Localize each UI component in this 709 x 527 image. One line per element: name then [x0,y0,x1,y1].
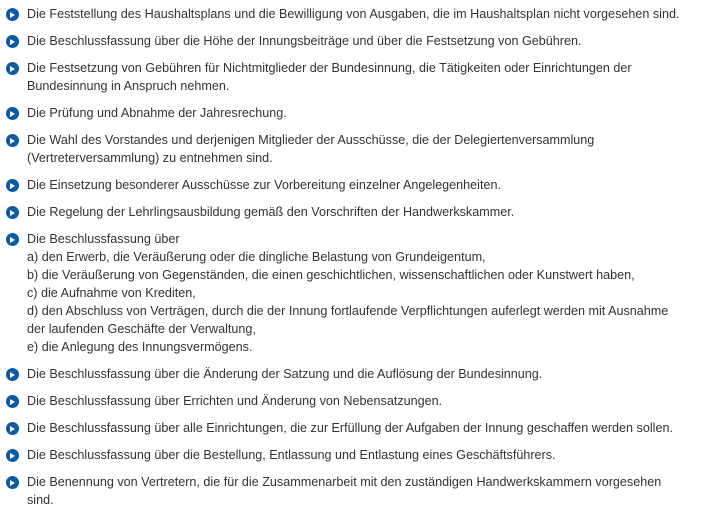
list-item [0,32,697,50]
list-item-text-line: Die Feststellung des Haushaltsplans und die Bewilligung von Ausgaben, die im Haushaltsplan nicht vorgesehen sind. [27,7,680,21]
list-item-text-line: (Vertreterversammlung) zu entnehmen sind. [27,151,273,165]
chevron-right-circle-icon [6,449,19,462]
list-item-text-line: Die Benennung von Vertretern, die für die Zusammenarbeit mit den zuständigen Handwerkskammern vorgesehen [27,475,662,489]
list-item [0,392,697,410]
list-item-text-line: d) den Abschluss von Verträgen, durch die der Innung fortlaufende Verpflichtungen auferlegt werden mit Ausnahme [27,304,669,318]
list-item-text-line: Die Regelung der Lehrlingsausbildung gemäß den Vorschriften der Handwerkskammer. [27,205,515,219]
list-item-text-line: Die Beschlussfassung über [27,232,180,246]
chevron-right-circle-icon [6,233,19,246]
list-item [0,176,697,194]
list-item-text-line: b) die Veräußerung von Gegenständen, die einen geschichtlichen, wissenschaftlichen oder Kunstwert haben, [27,268,635,282]
chevron-right-circle-icon [6,62,19,75]
list-item-text-line: sind. [27,493,54,507]
list-item [0,446,697,464]
chevron-right-circle-icon [6,395,19,408]
list-item-text-line: Die Festsetzung von Gebühren für Nichtmitglieder der Bundesinnung, die Tätigkeiten oder Einrichtungen der [27,61,632,75]
chevron-right-circle-icon [6,206,19,219]
list-item-text-line: c) die Aufnahme von Krediten, [27,286,196,300]
list-item-text-line: der laufenden Geschäfte der Verwaltung, [27,322,256,336]
list-item [0,131,697,167]
chevron-right-circle-icon [6,179,19,192]
chevron-right-circle-icon [6,35,19,48]
list-item-text-line: Die Einsetzung besonderer Ausschüsse zur Vorbereitung einzelner Angelegenheiten. [27,178,501,192]
list-item-text-line: Die Beschlussfassung über die Höhe der Innungsbeiträge und über die Festsetzung von Gebühren. [27,34,582,48]
list-item [0,473,697,509]
list-item-text-line: Die Prüfung und Abnahme der Jahresrechung. [27,106,287,120]
list-item-text-line: Die Wahl des Vorstandes und derjenigen Mitglieder der Ausschüsse, die der Delegiertenversammlung [27,133,595,147]
chevron-right-circle-icon [6,107,19,120]
list-item [0,104,697,122]
chevron-right-circle-icon [6,422,19,435]
list-item-text-line: e) die Anlegung des Innungsvermögens. [27,340,253,354]
list-item [0,203,697,221]
list-item-text-line: Die Beschlussfassung über die Bestellung, Entlassung und Entlastung eines Geschäftsführers. [27,448,556,462]
list-item [0,365,697,383]
list-item-text-line: Bundesinnung in Anspruch nehmen. [27,79,230,93]
chevron-right-circle-icon [6,368,19,381]
list-item-text-line: Die Beschlussfassung über Errichten und Änderung von Nebensatzungen. [27,394,443,408]
list-item [0,59,697,95]
list-item-text-line: a) den Erwerb, die Veräußerung oder die dingliche Belastung von Grundeigentum, [27,250,486,264]
chevron-right-circle-icon [6,134,19,147]
chevron-right-circle-icon [6,476,19,489]
list-item [0,230,697,356]
chevron-right-circle-icon [6,8,19,21]
list-item-text-line: Die Beschlussfassung über alle Einrichtungen, die zur Erfüllung der Aufgaben der Innung geschaffen werden sollen. [27,421,673,435]
list-item-text-line: Die Beschlussfassung über die Änderung der Satzung und die Auflösung der Bundesinnung. [27,367,543,381]
list-item [0,419,697,437]
list-item [0,5,697,23]
